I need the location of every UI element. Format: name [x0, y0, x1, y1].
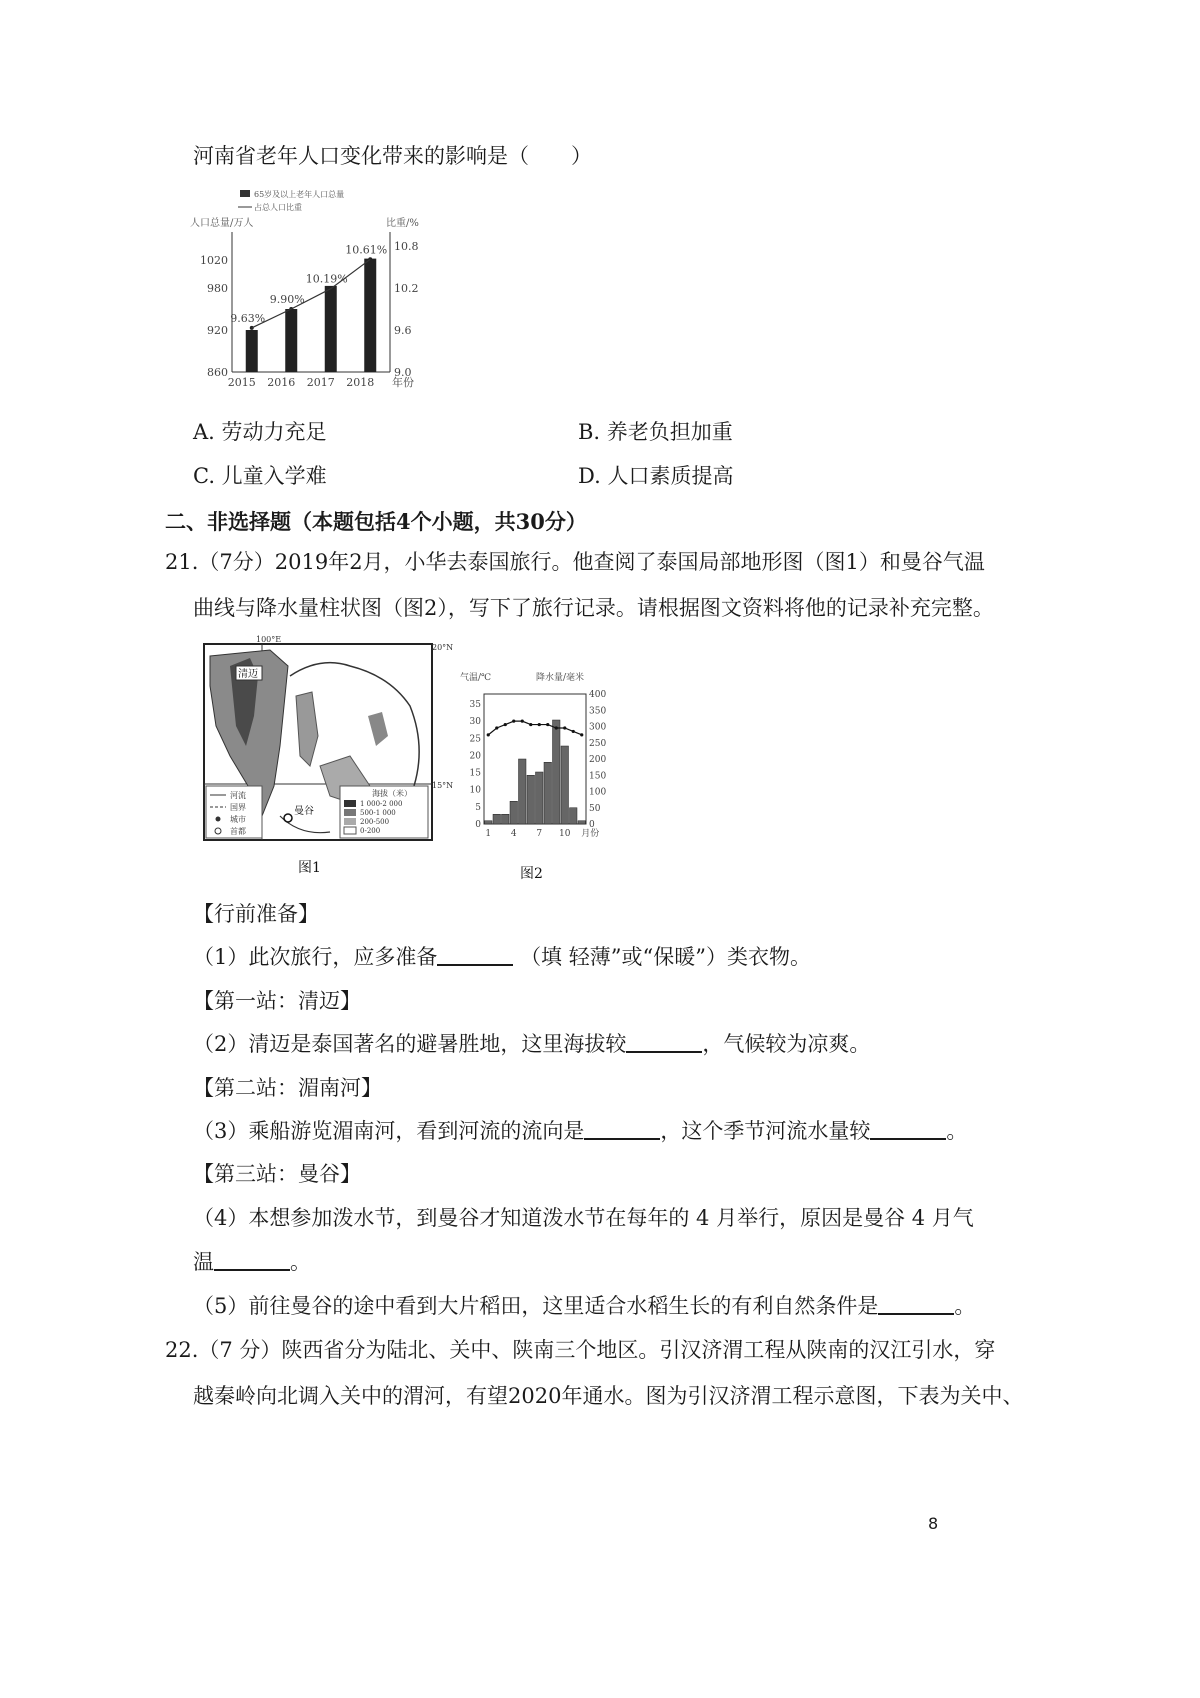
precip-bar: [553, 720, 561, 824]
y-left-tick: 1020: [200, 254, 228, 267]
bar: [246, 330, 258, 372]
temperature-point: [487, 733, 490, 736]
x-tick: 2017: [306, 376, 335, 389]
x-tick: 2015: [227, 376, 256, 389]
precip-bar: [502, 814, 510, 824]
fig1-caption: 图1: [298, 860, 321, 876]
elev-title: 海拔（米）: [372, 789, 412, 798]
y-left-tick: 860: [207, 366, 228, 379]
climate-chart-svg: [456, 668, 626, 890]
data-label: 9.90%: [269, 293, 305, 306]
legend-river: 河流: [230, 791, 246, 800]
part5-text-after: 。: [954, 1294, 976, 1318]
q21-line1: 21.（7分）2019年2月，小华去泰国旅行。他查阅了泰国局部地形图（图1）和曼谷气温: [165, 550, 985, 574]
temperature-point: [546, 723, 549, 726]
legend-city: 城市: [230, 815, 246, 824]
q21-part5: [193, 1292, 975, 1320]
y-left-tick: 25: [469, 734, 481, 745]
y-left-label: 人口总量/万人: [190, 218, 254, 229]
y-right-tick: 300: [589, 722, 607, 733]
thailand-map-figure: [200, 635, 454, 886]
lat-top-label: 20°N: [432, 643, 454, 652]
part3-text-mid: ，这个季节河流水量较: [660, 1119, 871, 1143]
bar: [364, 259, 376, 372]
y-right-tick: 9.6: [394, 324, 412, 337]
y-left-tick: 5: [475, 802, 481, 813]
q21-part4-line2: [193, 1248, 311, 1276]
option-c[interactable]: C. 儿童入学难: [193, 464, 327, 488]
x-tick: 1: [485, 829, 492, 839]
temperature-point: [512, 720, 515, 723]
bar: [325, 286, 337, 372]
q21-part1: [193, 943, 811, 971]
bangkok-label: 曼谷: [294, 806, 314, 817]
elev-1: 1 000-2 000: [360, 800, 403, 808]
legend-bar-swatch: [240, 190, 250, 197]
legend-line-label: 占总人口比重: [254, 203, 302, 212]
q21-part2: [193, 1030, 870, 1058]
y-right-label: 降水量/毫米: [536, 673, 585, 683]
y-right-tick: 10.8: [394, 240, 419, 253]
temperature-point: [563, 726, 566, 729]
y-left-tick: 35: [469, 700, 481, 710]
legend-bar-label: 65岁及以上老年人口总量: [254, 190, 345, 199]
elev-3: 200-500: [360, 818, 390, 826]
lat-mid-label: 15°N: [432, 781, 454, 790]
q20-stem: 河南省老年人口变化带来的影响是（ ）: [193, 144, 592, 168]
legend-capital: 首都: [230, 827, 246, 836]
part4-text: 温: [193, 1250, 214, 1274]
precip-bar: [510, 801, 518, 824]
station1-heading: 【第一站：清迈】: [193, 989, 361, 1013]
temperature-point: [580, 733, 583, 736]
population-chart-svg: [190, 186, 430, 400]
elev-2: 500-1 000: [360, 809, 396, 817]
chiangmai-label: 清迈: [238, 669, 258, 680]
temperature-point: [538, 723, 541, 726]
temperature-point: [555, 726, 558, 729]
x-tick: 2018: [346, 376, 375, 389]
x-tick: 10: [559, 829, 571, 839]
station2-heading: 【第二站：湄南河】: [193, 1076, 382, 1100]
y-left-tick: 15: [469, 768, 481, 779]
y-right-tick: 50: [589, 803, 601, 814]
y-right-tick: 0: [589, 820, 595, 830]
y-right-tick: 400: [589, 690, 607, 700]
y-left-tick: 10: [469, 785, 481, 796]
y-left-tick: 920: [207, 324, 228, 337]
precip-bar: [493, 814, 501, 824]
y-right-tick: 9.0: [394, 366, 412, 379]
data-label: 9.63%: [230, 311, 266, 325]
legend-border: 国界: [230, 803, 246, 812]
y-right-tick: 200: [589, 755, 607, 765]
part1-blank[interactable]: [437, 944, 513, 966]
part3-blank2[interactable]: [870, 1118, 946, 1140]
temperature-point: [521, 720, 524, 723]
part2-text-after: ，气候较为凉爽。: [702, 1032, 871, 1056]
part3-text: （3）乘船游览湄南河，看到河流的流向是: [193, 1119, 585, 1143]
y-right-tick: 350: [589, 706, 607, 717]
x-label: 月份: [581, 829, 600, 839]
y-right-tick: 100: [589, 787, 607, 798]
page-number: 8: [928, 1514, 939, 1533]
y-right-tick: 250: [589, 738, 607, 749]
part4-text-after: 。: [290, 1250, 311, 1274]
part5-text: （5）前往曼谷的途中看到大片稻田，这里适合水稻生长的有利自然条件是: [193, 1294, 879, 1318]
precip-bar: [570, 808, 578, 824]
data-label: 10.19%: [305, 272, 348, 286]
y-left-tick: 0: [475, 820, 481, 830]
x-tick: 7: [536, 829, 543, 839]
bar: [285, 309, 297, 372]
y-left-tick: 30: [469, 717, 481, 728]
part5-blank[interactable]: [878, 1293, 954, 1315]
q21-line2: 曲线与降水量柱状图（图2），写下了旅行记录。请根据图文资料将他的记录补充完整。: [193, 596, 994, 620]
thailand-map: [200, 635, 454, 886]
part2-blank[interactable]: [626, 1031, 702, 1053]
part1-text-after: （填 轻薄”或“保暖”）类衣物。: [520, 945, 811, 969]
precip-bar: [527, 775, 535, 824]
precip-bar: [578, 821, 586, 824]
part4-blank[interactable]: [214, 1249, 290, 1271]
part2-text: （2）清迈是泰国著名的避暑胜地，这里海拔较: [193, 1032, 627, 1056]
x-tick: 2016: [267, 376, 296, 389]
fig2-caption: 图2: [520, 866, 543, 882]
elev-4: 0-200: [360, 827, 381, 835]
temperature-point: [529, 723, 532, 726]
option-b[interactable]: B. 养老负担加重: [578, 420, 733, 444]
temperature-point: [572, 730, 575, 733]
temperature-line: [488, 721, 582, 735]
q22-line1: 22.（7 分）陕西省分为陆北、关中、陕南三个地区。引汉济渭工程从陕南的汉江引水，穿: [165, 1338, 996, 1362]
option-a[interactable]: A. 劳动力充足: [193, 420, 327, 444]
precip-bar: [536, 772, 544, 824]
part3-text-after: 。: [946, 1119, 968, 1143]
q21-part4-line1: （4）本想参加泼水节，到曼谷才知道泼水节在每年的 4 月举行，原因是曼谷 4 月气: [193, 1206, 974, 1230]
station3-heading: 【第三站：曼谷】: [193, 1162, 361, 1186]
part1-text: （1）此次旅行，应多准备: [193, 945, 438, 969]
x-label: 年份: [392, 376, 414, 389]
climate-chart-figure: [456, 668, 626, 890]
y-right-label: 比重/%: [386, 218, 419, 229]
q22-line2: 越秦岭向北调入关中的渭河，有望2020年通水。图为引汉济渭工程示意图，下表为关中、: [193, 1384, 1024, 1408]
temperature-point: [495, 726, 498, 729]
precip-bar: [485, 821, 493, 824]
x-tick: 4: [510, 829, 517, 839]
y-left-tick: 980: [207, 282, 228, 295]
precip-bar: [519, 759, 527, 824]
prep-heading: 【行前准备】: [193, 902, 319, 926]
option-d[interactable]: D. 人口素质提高: [578, 464, 734, 488]
lon-label: 100°E: [256, 635, 282, 644]
data-label: 10.61%: [345, 243, 388, 257]
population-chart: [190, 186, 430, 400]
y-left-tick: 20: [469, 751, 481, 762]
part3-blank1[interactable]: [584, 1118, 660, 1140]
section2-title: 二、非选择题（本题包括4个小题，共30分）: [165, 509, 587, 534]
precip-bar: [544, 762, 552, 824]
precip-bar: [561, 746, 569, 824]
q21-part3: [193, 1117, 967, 1145]
y-left-label: 气温/℃: [460, 673, 492, 683]
temperature-point: [504, 723, 507, 726]
y-right-tick: 150: [589, 771, 607, 782]
plot-frame: [484, 694, 586, 824]
y-right-tick: 10.2: [394, 282, 419, 295]
